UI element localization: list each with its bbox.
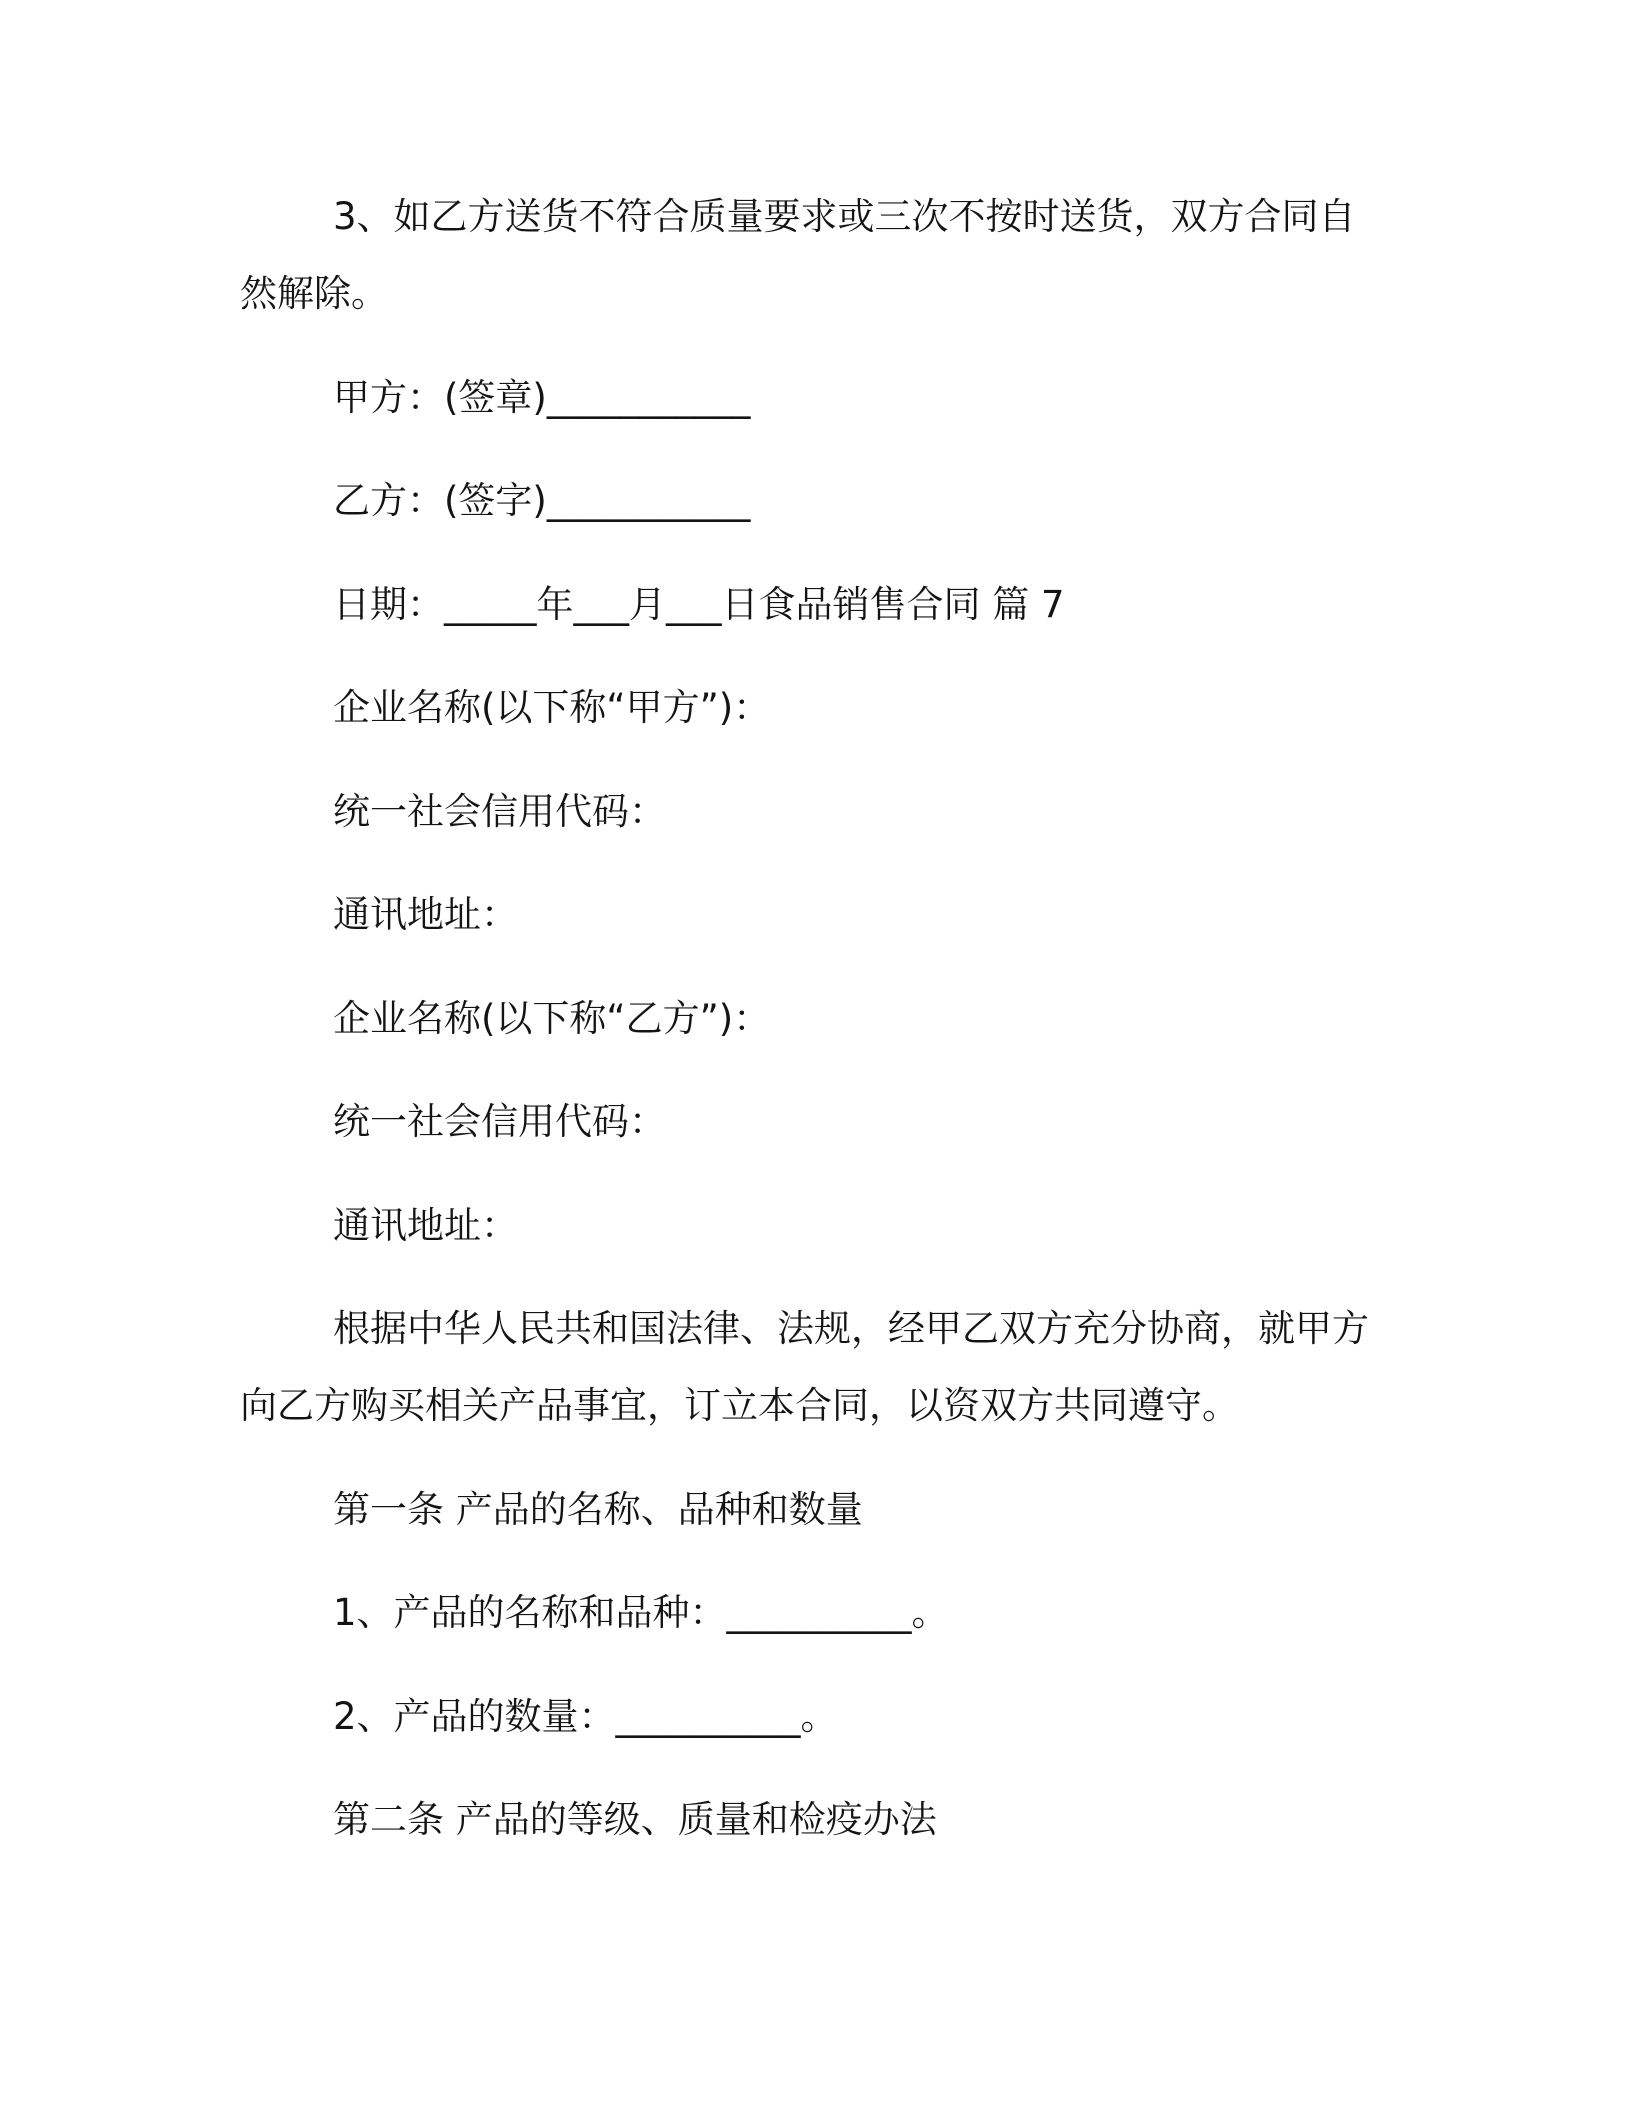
paragraph-line: 3、如乙方送货不符合质量要求或三次不按时送货，双方合同自 — [333, 195, 1356, 238]
paragraph-line: 甲方：(签章)___________ — [333, 375, 751, 419]
paragraph-line: 向乙方购买相关产品事宜，订立本合同，以资双方共同遵守。 — [240, 1384, 1239, 1427]
party-b-company-name — [240, 980, 1432, 1057]
party-a-credit-code — [240, 773, 1432, 850]
paragraph-line: 2、产品的数量：__________。 — [333, 1694, 838, 1738]
paragraph-line: 日期：_____年___月___日食品销售合同 篇 7 — [333, 582, 1065, 626]
party-b-address — [240, 1187, 1432, 1264]
party-a-signature-line — [240, 359, 1432, 436]
party-b-signature-line — [240, 462, 1432, 539]
paragraph-line: 第一条 产品的名称、品种和数量 — [333, 1487, 863, 1531]
clause-termination-paragraph — [240, 178, 1432, 332]
paragraph-line: 企业名称(以下称“甲方”)： — [333, 686, 771, 729]
party-b-credit-code — [240, 1083, 1432, 1160]
paragraph-line: 统一社会信用代码： — [333, 1100, 666, 1143]
paragraph-line: 通讯地址： — [333, 1203, 518, 1247]
paragraph-line: 第二条 产品的等级、质量和检疫办法 — [333, 1798, 937, 1841]
paragraph-line: 乙方：(签字)___________ — [333, 479, 751, 522]
paragraph-line: 企业名称(以下称“乙方”)： — [333, 996, 771, 1040]
article-1-item-2 — [240, 1678, 1432, 1755]
article-1-item-1 — [240, 1574, 1432, 1651]
party-a-address — [240, 876, 1432, 953]
paragraph-line: 统一社会信用代码： — [333, 789, 666, 833]
paragraph-line: 然解除。 — [240, 272, 388, 315]
paragraph-line: 1、产品的名称和品种：__________。 — [333, 1591, 949, 1634]
article-2-heading — [240, 1781, 1432, 1858]
preamble-paragraph — [240, 1290, 1432, 1444]
paragraph-line: 根据中华人民共和国法律、法规，经甲乙双方充分协商，就甲方 — [333, 1307, 1369, 1350]
paragraph-line: 通讯地址： — [333, 893, 518, 936]
party-a-company-name — [240, 669, 1432, 746]
article-1-heading — [240, 1471, 1432, 1548]
date-and-contract-title-line — [240, 566, 1432, 643]
